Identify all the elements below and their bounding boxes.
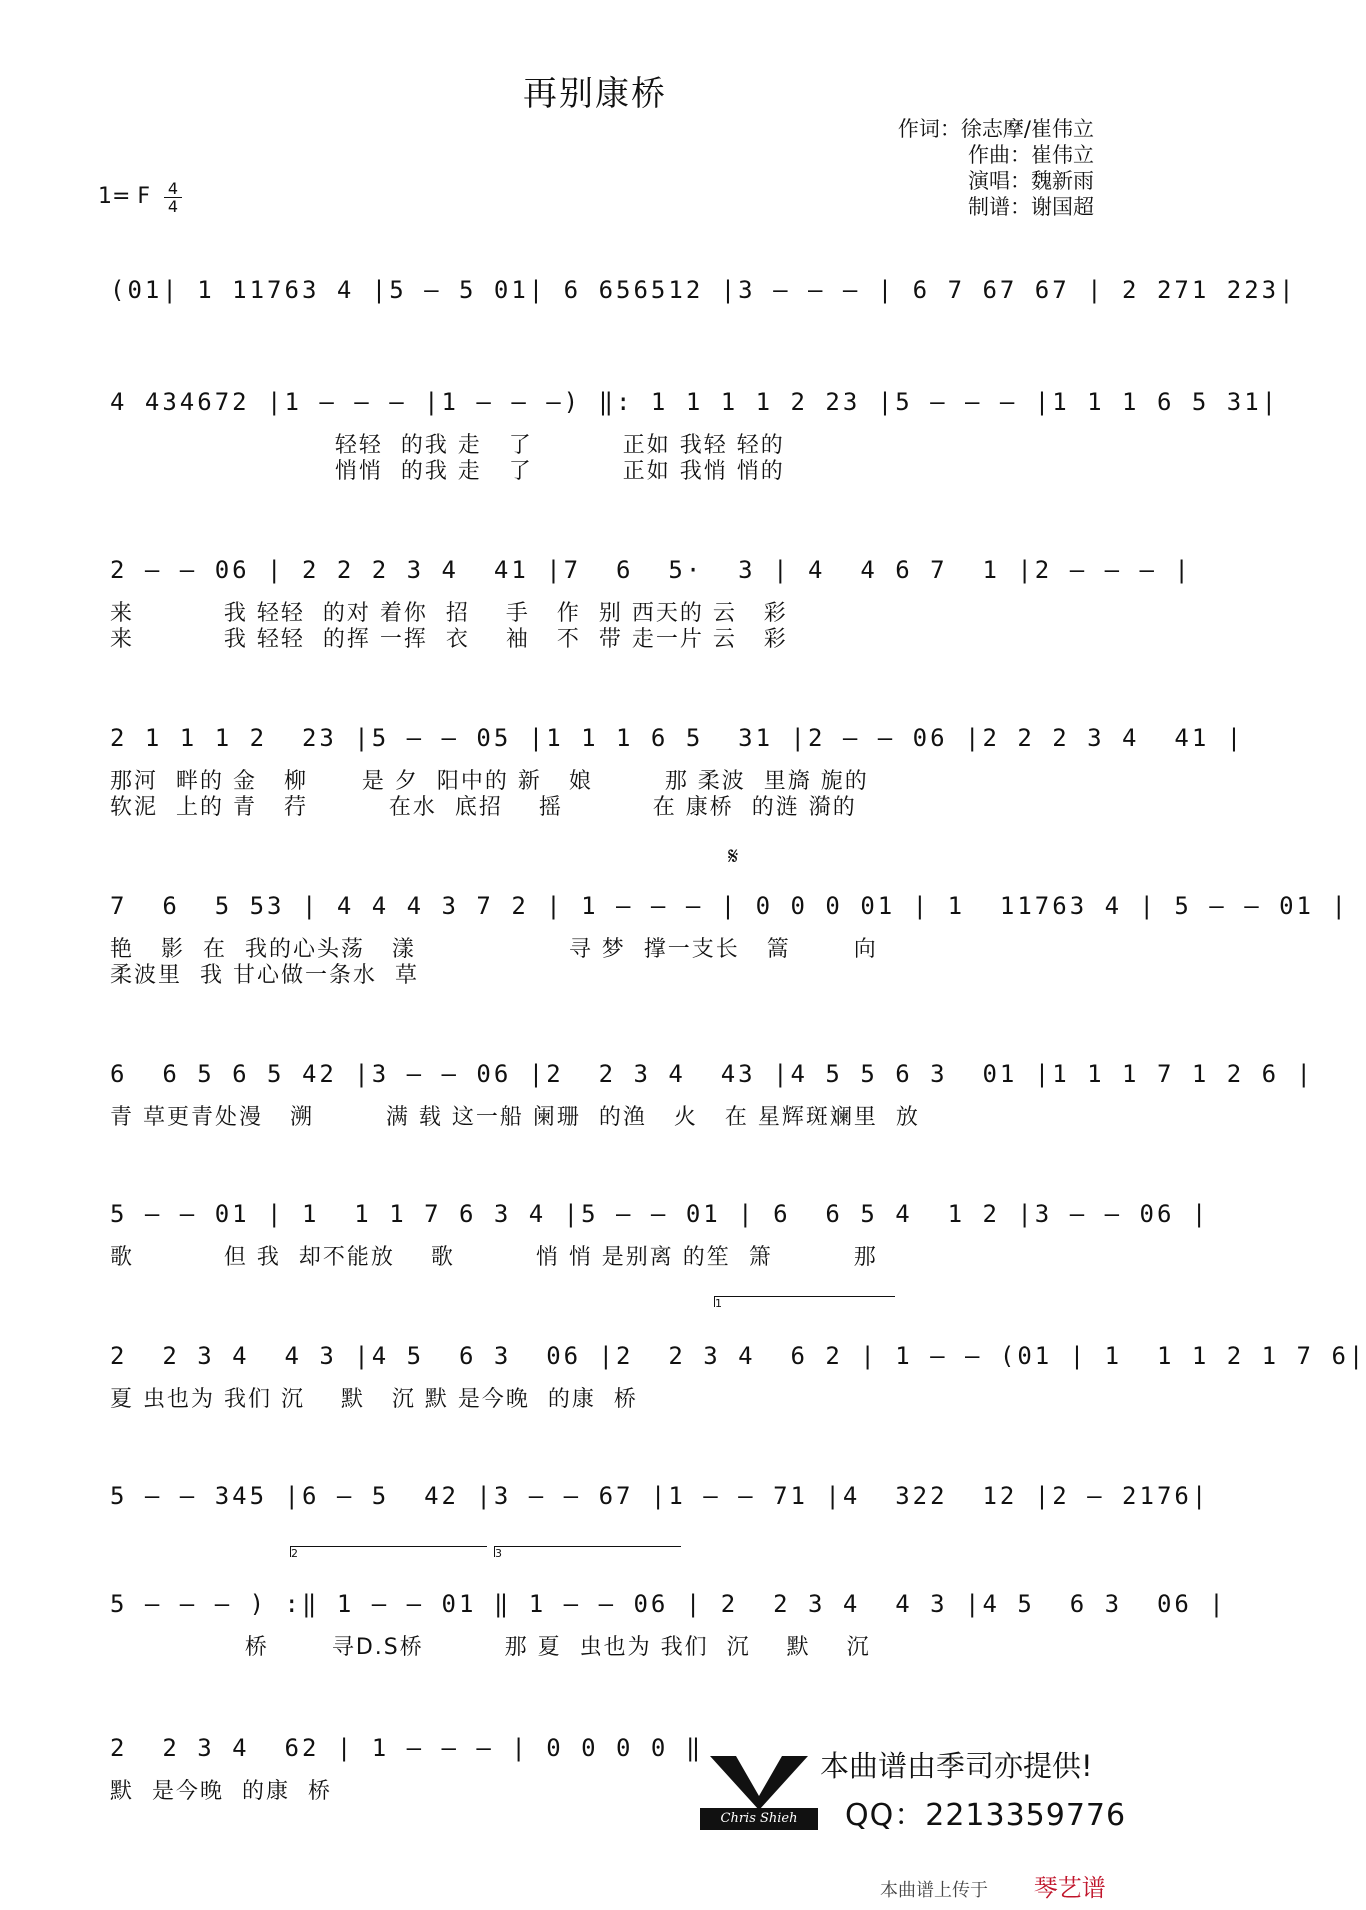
composer: 作曲：崔伟立 xyxy=(968,143,1094,167)
volta-label-3: 3 xyxy=(495,1547,502,1560)
lyrics-verse-1: 歌 但 我 却不能放 歌 悄 悄 是别离 的笙 箫 那 xyxy=(110,1245,878,1270)
notation-line: 2 2 3 4 62 | 1 – – – | 0 0 0 0 ‖ xyxy=(110,1734,704,1762)
volta-bracket-3 xyxy=(494,1546,681,1560)
lyrics-verse-1: 默 是今晚 的康 桥 xyxy=(110,1779,332,1804)
singer: 演唱：魏新雨 xyxy=(968,169,1094,193)
v-mark-icon xyxy=(700,1752,818,1812)
lyrics-verse-2: 软泥 上的 青 荇 在水 底招 摇 在 康桥 的涟 漪的 xyxy=(110,795,857,820)
volta-bracket-2 xyxy=(290,1546,487,1560)
lyrics-verse-2: 柔波里 我 甘心做一条水 草 xyxy=(110,963,419,988)
song-title: 再别康桥 xyxy=(523,74,667,114)
lyricist: 作词：徐志摩/崔伟立 xyxy=(897,117,1094,141)
logo-text: Chris Shieh xyxy=(700,1808,818,1830)
notation-line: 5 – – 345 |6 – 5 42 |3 – – 67 |1 – – 71 |4 322 12 |2 – 2176| xyxy=(110,1482,1210,1510)
volta-label-1: 1 xyxy=(715,1297,722,1310)
volta-label-2: 2 xyxy=(291,1547,298,1560)
lyrics-verse-1: 夏 虫也为 我们 沉 默 沉 默 是今晚 的康 桥 xyxy=(110,1387,638,1412)
lyrics-verse-1: 桥 寻D.S桥 那 夏 虫也为 我们 沉 默 沉 xyxy=(110,1635,871,1660)
notation-line: 4 434672 |1 – – – |1 – – –) ‖: 1 1 1 1 2 23 |5 – – – |1 1 1 6 5 31| xyxy=(110,388,1280,416)
lyrics-verse-1: 那河 畔的 金 柳 是 夕 阳中的 新 娘 那 柔波 里旖 旎的 xyxy=(110,769,869,794)
footer-brand: 琴艺谱 xyxy=(1033,1874,1106,1902)
chris-shieh-logo xyxy=(700,1752,818,1830)
lyrics-verse-1: 轻轻 的我 走 了 正如 我轻 轻的 xyxy=(110,433,785,458)
notation-line: 5 – – – ) :‖ 1 – – 01 ‖ 1 – – 06 | 2 2 3 4 4 3 |4 5 6 3 06 | xyxy=(110,1590,1227,1618)
segno-sign: 𝄋 xyxy=(728,842,739,870)
credits-block xyxy=(898,116,1094,220)
notation-line: 2 1 1 1 2 23 |5 – – 05 |1 1 1 6 5 31 |2 – – 06 |2 2 2 3 4 41 | xyxy=(110,724,1245,752)
time-sig-bottom: 4 xyxy=(164,197,182,215)
transcriber: 制谱：谢国超 xyxy=(968,195,1094,219)
key-signature: 1= F xyxy=(98,184,151,209)
notation-line: 6 6 5 6 5 42 |3 – – 06 |2 2 3 4 43 |4 5 5 6 3 01 |1 1 1 7 1 2 6 | xyxy=(110,1060,1314,1088)
lyrics-verse-1: 艳 影 在 我的心头荡 漾 寻 梦 撑一支长 篙 向 xyxy=(110,937,878,962)
lyrics-verse-1: 青 草更青处漫 溯 满 载 这一船 阑珊 的渔 火 在 星辉斑斓里 放 xyxy=(110,1105,920,1130)
notation-line: 5 – – 01 | 1 1 1 7 6 3 4 |5 – – 01 | 6 6 5 4 1 2 |3 – – 06 | xyxy=(110,1200,1210,1228)
notation-line: 2 2 3 4 4 3 |4 5 6 3 06 |2 2 3 4 6 2 | 1 – – (01 | 1 1 1 2 1 7 6| xyxy=(110,1342,1366,1370)
footer-text: 本曲谱上传于 xyxy=(880,1880,988,1901)
lyrics-verse-1: 来 我 轻轻 的对 着你 招 手 作 别 西天的 云 彩 xyxy=(110,601,788,626)
volta-bracket-1 xyxy=(714,1296,895,1310)
time-sig-top: 4 xyxy=(167,179,179,198)
footer-watermark xyxy=(880,1868,1106,1903)
time-signature xyxy=(164,180,182,215)
qq-number: QQ：2213359776 xyxy=(845,1798,1127,1833)
notation-line: (01| 1 11763 4 |5 – 5 01| 6 656512 |3 – – – | 6 7 67 67 | 2 271 223| xyxy=(110,276,1297,304)
notation-line: 7 6 5 53 | 4 4 4 3 7 2 | 1 – – – | 0 0 0 01 | 1 11763 4 | 5 – – 01 | xyxy=(110,892,1349,920)
lyrics-verse-2: 悄悄 的我 走 了 正如 我悄 悄的 xyxy=(110,459,785,484)
notation-line: 2 – – 06 | 2 2 2 3 4 41 |7 6 5· 3 | 4 4 6 7 1 |2 – – – | xyxy=(110,556,1192,584)
lyrics-verse-2: 来 我 轻轻 的挥 一挥 衣 袖 不 带 走一片 云 彩 xyxy=(110,627,788,652)
provider-note: 本曲谱由季司亦提供! xyxy=(820,1749,1093,1783)
